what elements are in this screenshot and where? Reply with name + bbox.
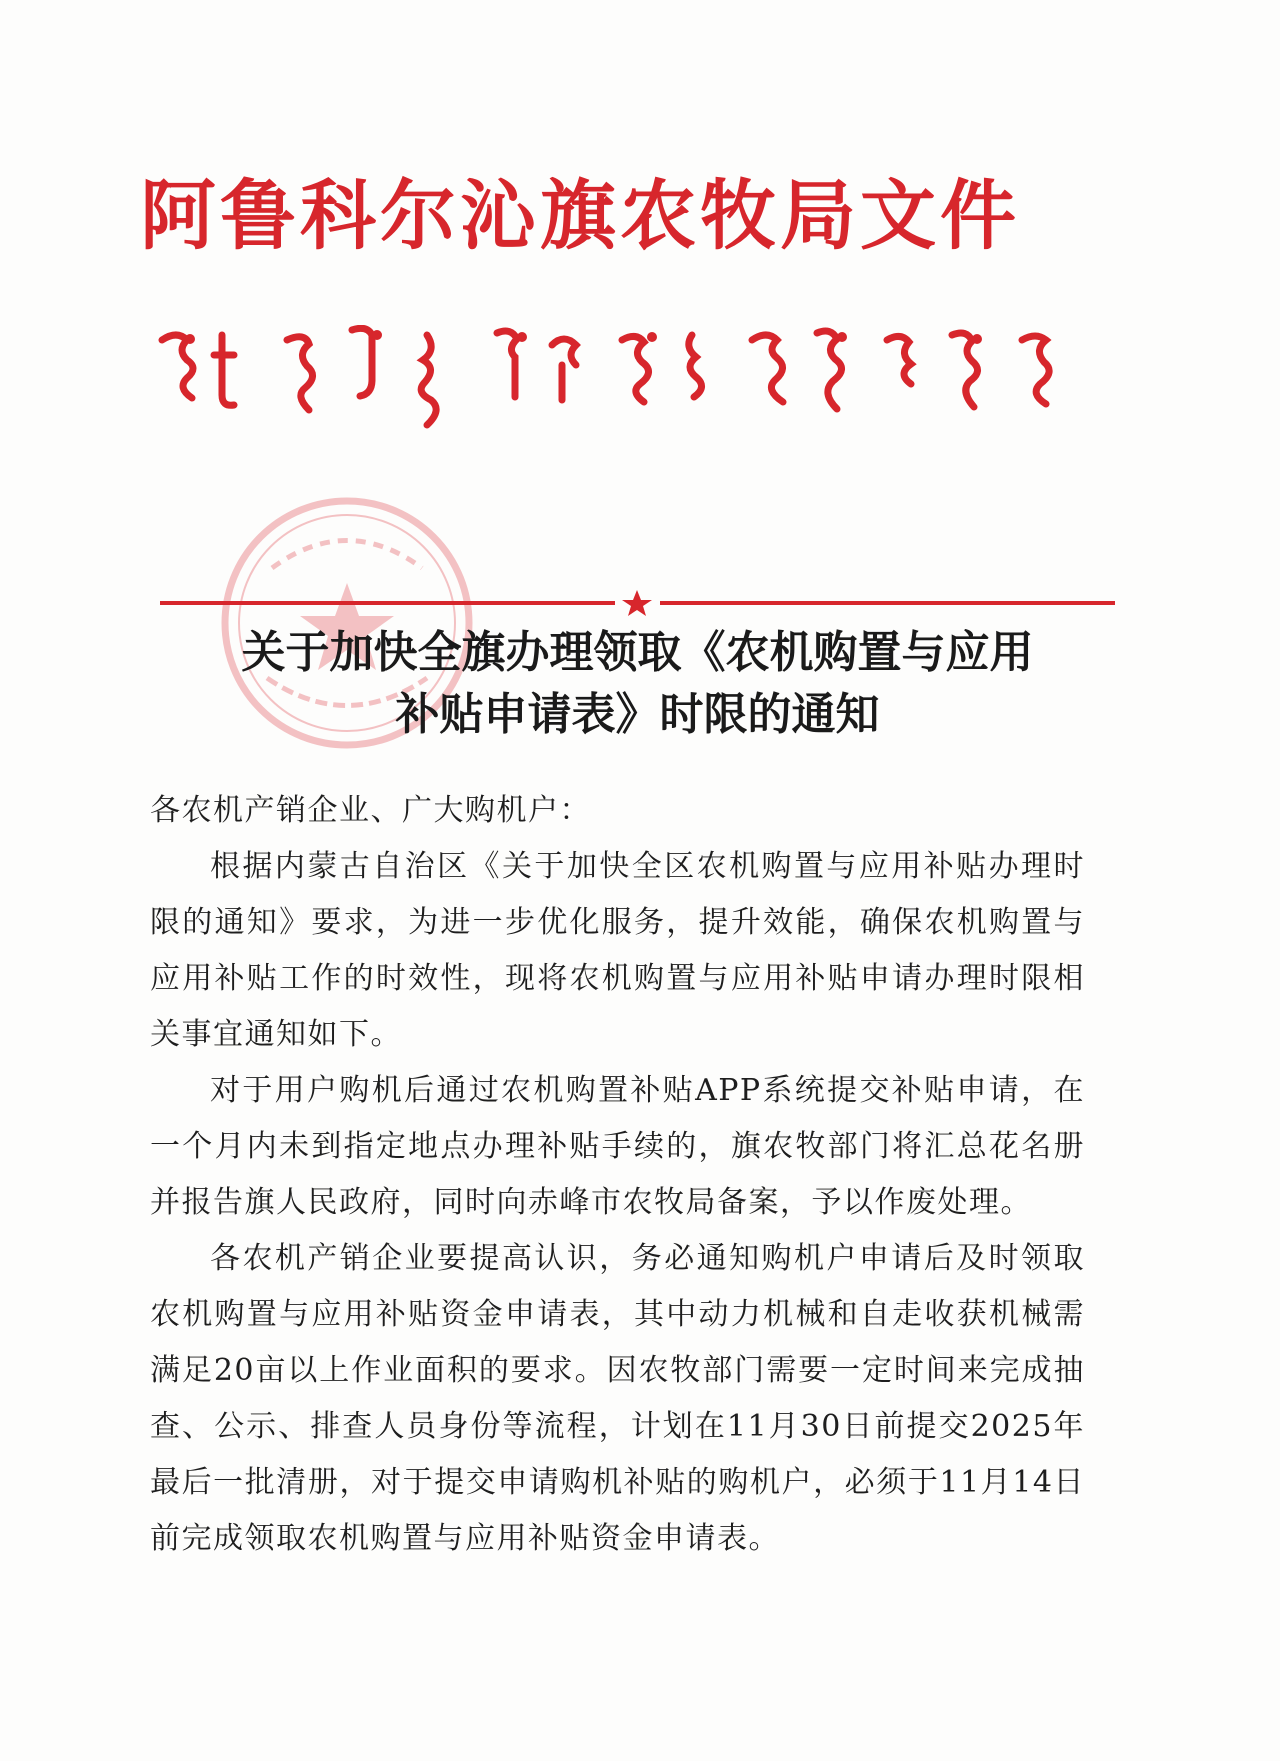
issuer-title: 阿鲁科尔沁旗农牧局文件 bbox=[140, 171, 1020, 260]
body-paragraph-2: 对于用户购机后通过农机购置补贴APP系统提交补贴申请，在一个月内未到指定地点办理补贴手续的，旗农牧部门将汇总花名册并报告旗人民政府，同时向赤峰市农牧局备案，予以作废处理。 bbox=[150, 1073, 1085, 1220]
mongolian-script-graphic bbox=[152, 325, 1092, 435]
salutation: 各农机产销企业、广大购机户： bbox=[150, 793, 591, 828]
notice-title-line1: 关于加快全旗办理领取《农机购置与应用 bbox=[241, 627, 1034, 678]
mongolian-script-header bbox=[152, 325, 1092, 435]
star-icon bbox=[622, 590, 652, 616]
notice-title bbox=[160, 622, 1115, 746]
body-paragraph-3: 各农机产销企业要提高认识，务必通知购机户申请后及时领取农机购置与应用补贴资金申请表，其中动力机械和自走收获机械需满足20亩以上作业面积的要求。因农牧部门需要一定时间来完成抽查、公示、排查人员身份等流程，计划在11月30日前提交2025年最后一批清册，对于提交申请购机补贴的购机户，必须于11月14日前完成领取农机购置与应用补贴资金申请表。 bbox=[150, 1241, 1085, 1556]
red-divider bbox=[160, 588, 1115, 618]
notice-body bbox=[150, 783, 1085, 1567]
body-paragraph-1: 根据内蒙古自治区《关于加快全区农机购置与应用补贴办理时限的通知》要求，为进一步优化服务，提升效能，确保农机购置与应用补贴工作的时效性，现将农机购置与应用补贴申请办理时限相关事宜通知如下。 bbox=[150, 849, 1085, 1052]
notice-title-line2: 补贴申请表》时限的通知 bbox=[395, 689, 880, 740]
divider-graphic bbox=[160, 588, 1115, 618]
